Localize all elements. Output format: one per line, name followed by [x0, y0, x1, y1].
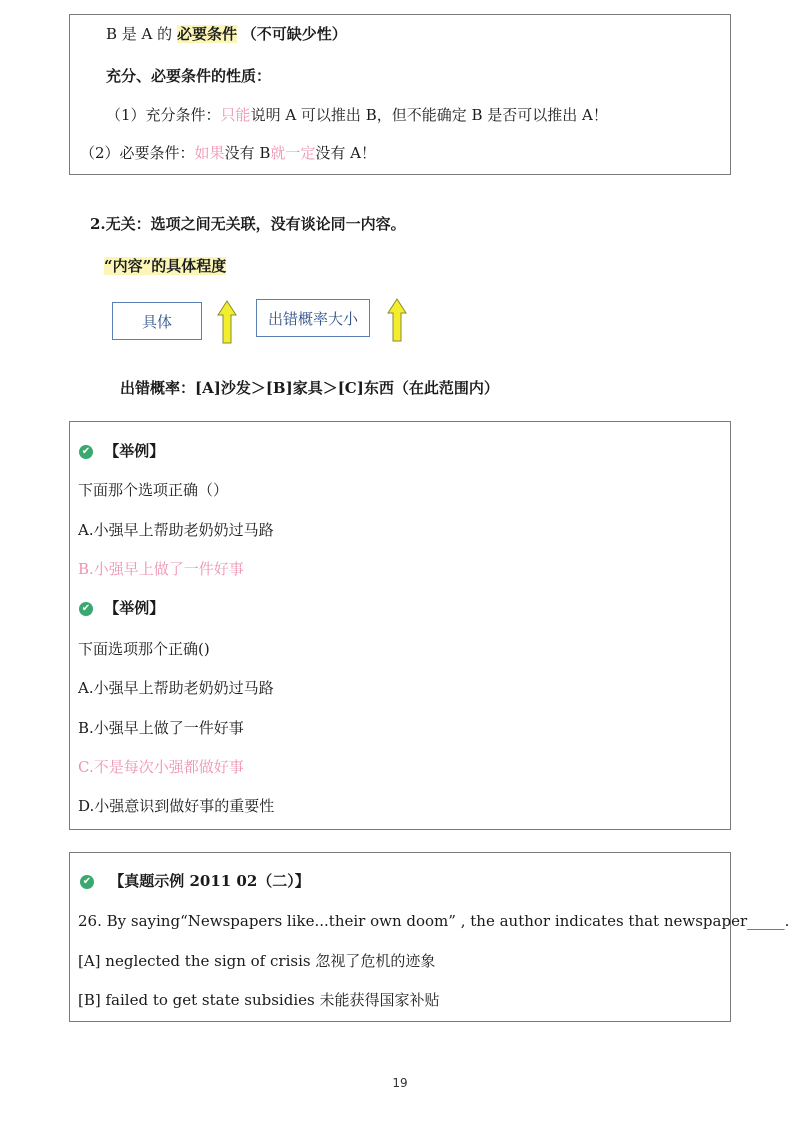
example-2-option-c: C.不是每次小强都做好事 [78, 758, 244, 776]
necessary-condition-item: （2）必要条件：如果没有 B就一定没有 A！ [80, 144, 376, 162]
examples-box [69, 421, 731, 830]
necessary-condition-line: B 是 A 的 必要条件 （不可缺少性） [106, 25, 347, 43]
section-2-heading: 2.无关：选项之间无关联，没有谈论同一内容。 [90, 215, 406, 233]
error-rate-line: 出错概率：[A]沙发＞[B]家具＞[C]东西（在此范围内） [120, 379, 499, 397]
example-1-title: ✔ 【举例】 [79, 441, 164, 461]
example-1-option-a: A.小强早上帮助老奶奶过马路 [78, 521, 274, 539]
example-1-option-b: B.小强早上做了一件好事 [78, 560, 244, 578]
example-2-question: 下面选项那个正确() [78, 640, 210, 658]
check-circle-icon: ✔ [80, 875, 94, 889]
exam-option-a: [A] neglected the sign of crisis 忽视了危机的迹象 [78, 952, 436, 970]
page-number: 19 [392, 1076, 408, 1090]
specific-box: 具体 [112, 302, 202, 340]
example-1-question: 下面那个选项正确（） [78, 481, 229, 499]
exam-question: 26. By saying“Newspapers like...their own doom” , the author indicates that newspaper_____. [78, 912, 790, 930]
exam-example-title: ✔ 【真题示例 2011 02（二）】 [80, 871, 310, 891]
error-probability-box: 出错概率大小 [256, 299, 370, 337]
necessary-condition-highlight: 必要条件 [176, 25, 237, 43]
up-arrow-icon [217, 300, 237, 344]
sufficient-condition-item: （1）充分条件：只能说明 A 可以推出 B，但不能确定 B 是否可以推出 A！ [106, 106, 608, 124]
check-circle-icon: ✔ [79, 445, 93, 459]
example-2-option-d: D.小强意识到做好事的重要性 [78, 797, 275, 815]
example-2-title: ✔ 【举例】 [79, 598, 164, 618]
example-2-option-a: A.小强早上帮助老奶奶过马路 [78, 679, 274, 697]
conditions-box [69, 14, 731, 175]
exam-example-box [69, 852, 790, 1022]
exam-option-b: [B] failed to get state subsidies 未能获得国家补贴 [78, 991, 440, 1009]
properties-heading: 充分、必要条件的性质： [106, 67, 272, 85]
content-specificity-subheading: “内容”的具体程度 [104, 257, 227, 275]
up-arrow-icon [387, 298, 407, 342]
example-2-option-b: B.小强早上做了一件好事 [78, 719, 244, 737]
check-circle-icon: ✔ [79, 602, 93, 616]
